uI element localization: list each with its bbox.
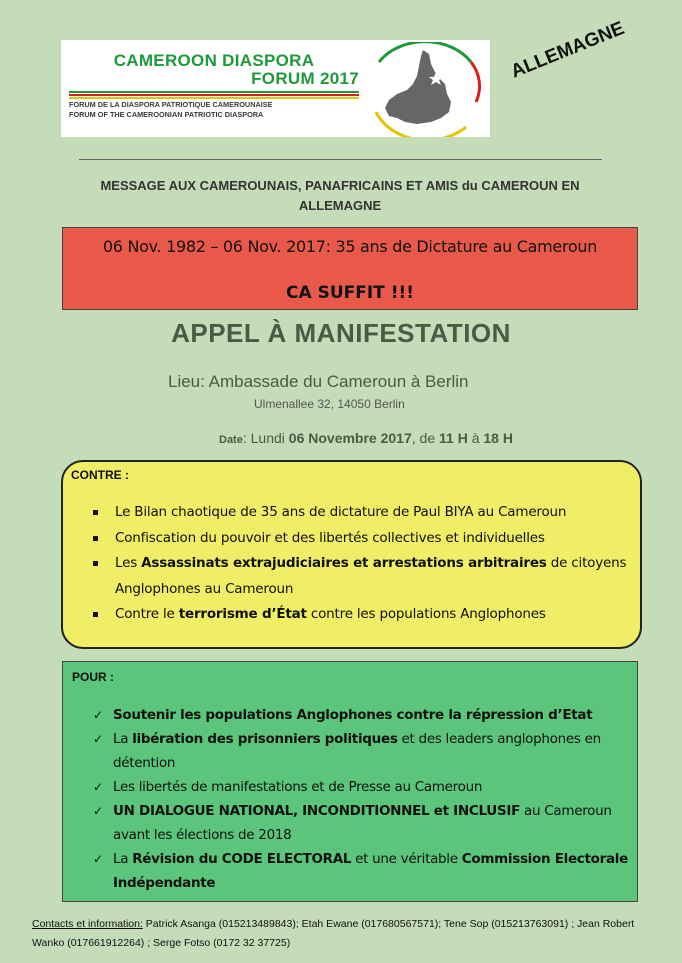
checkmark-icon: ✓ — [93, 852, 103, 866]
list-item: ✓ UN DIALOGUE NATIONAL, INCONDITIONNEL et INCLUSIF au Cameroun avant les élections de 2018 — [93, 799, 628, 847]
divider — [79, 159, 602, 160]
logo-stripe-green — [69, 91, 359, 93]
pour-list — [93, 703, 628, 895]
list-item: ✓ Les libertés de manifestations et de Presse au Cameroun — [93, 775, 628, 799]
bullet-icon — [93, 612, 98, 617]
list-item: Le Bilan chaotique de 35 ans de dictature de Paul BIYA au Cameroun — [93, 500, 633, 526]
contacts-footer — [32, 915, 657, 953]
forum-logo — [61, 40, 490, 137]
contacts-text: Patrick Asanga (015213489843); Etah Ewane (017680567571); Tene Sop (015213763091) ; Jean Robert Wanko (017661912264) ; Serge Fotso (0172 32 37725) — [32, 918, 635, 949]
contacts-label: Contacts et information: — [32, 918, 143, 930]
date-end: 18 H — [483, 430, 513, 446]
message-heading: MESSAGE AUX CAMEROUNAIS, PANAFRICAINS ET AMIS du CAMEROUN EN ALLEMAGNE — [100, 178, 580, 213]
logo-title-line1: CAMEROON DIASPORA — [113, 51, 315, 70]
event-date — [219, 430, 513, 446]
checkmark-icon: ✓ — [93, 708, 103, 722]
pour-box — [62, 661, 638, 902]
checkmark-icon: ✓ — [93, 804, 103, 818]
list-item: ✓ La Révision du CODE ELECTORAL et une véritable Commission Electorale Indépendante — [93, 847, 628, 895]
bullet-icon — [93, 561, 98, 566]
list-item: Contre le terrorisme d’État contre les populations Anglophones — [93, 602, 633, 628]
location-address: Ulmenallee 32, 14050 Berlin — [254, 397, 405, 411]
list-item: ✓ La libération des prisonniers politiques et des leaders anglophones en détention — [93, 727, 628, 775]
list-item: ✓ Soutenir les populations Anglophones contre la répression d’Etat — [93, 703, 628, 727]
list-item: Confiscation du pouvoir et des libertés collectives et individuelles — [93, 526, 633, 552]
contre-box — [61, 460, 642, 649]
country-tag: ALLEMAGNE — [508, 17, 628, 83]
date-start: 11 H — [439, 430, 468, 446]
date-label: Date — [219, 434, 243, 446]
dictatorship-banner — [62, 227, 638, 310]
cameroon-map-icon — [361, 42, 486, 137]
checkmark-icon: ✓ — [93, 780, 103, 794]
logo-stripe-yellow — [69, 97, 359, 99]
logo-subtitle-en: FORUM OF THE CAMEROONIAN PATRIOTIC DIASPORA — [69, 110, 264, 119]
logo-stripe-red — [69, 94, 359, 96]
contre-list — [93, 500, 633, 628]
date-sep: : Lundi — [242, 430, 289, 446]
list-item: Les Assassinats extrajudiciaires et arrestations arbitraires de citoyens Anglophones au Cameroun — [93, 551, 633, 602]
date-mid: , de — [411, 430, 439, 446]
logo-title-line2: FORUM 2017 — [251, 69, 359, 88]
date-day: 06 Novembre 2017 — [288, 430, 412, 446]
contre-heading: CONTRE : — [71, 468, 129, 482]
bullet-icon — [93, 510, 98, 515]
logo-subtitle-fr: FORUM DE LA DIASPORA PATRIOTIQUE CAMEROUNAISE — [69, 100, 273, 109]
banner-slogan: CA SUFFIT !!! — [286, 283, 414, 303]
date-to: à — [467, 430, 484, 446]
pour-heading: POUR : — [72, 670, 114, 684]
bullet-icon — [93, 536, 98, 541]
location-label: Lieu: Ambassade du Cameroun à Berlin — [168, 372, 469, 391]
page-title: APPEL À MANIFESTATION — [171, 318, 511, 348]
checkmark-icon: ✓ — [93, 732, 103, 746]
banner-dates: 06 Nov. 1982 – 06 Nov. 2017: 35 ans de Dictature au Cameroun — [102, 237, 598, 256]
